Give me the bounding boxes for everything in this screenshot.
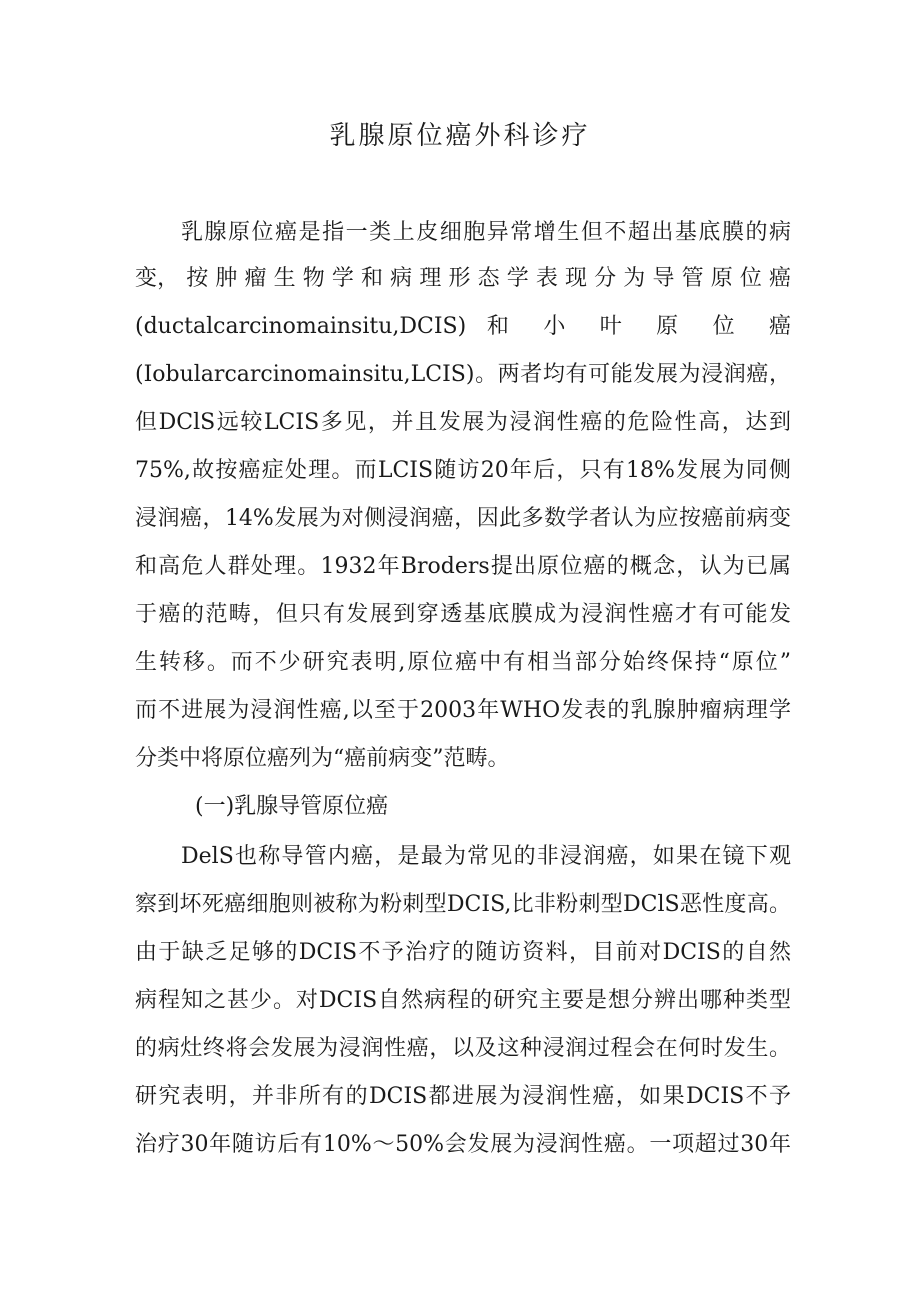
paragraph-line: 分类中将原位癌列为“癌前病变”范畴。 xyxy=(135,746,510,771)
section-heading: (一)乳腺导管原位癌 xyxy=(195,794,389,819)
paragraph-line: 和高危人群处理。1932年Broders提出原位癌的概念，认为已属 xyxy=(135,554,791,579)
paragraph-line: 但DClS远较LCIS多见，并且发展为浸润性癌的危险性高，达到 xyxy=(135,410,791,435)
page-title: 乳腺原位癌外科诊疗 xyxy=(329,121,591,151)
paragraph-line: 生转移。而不少研究表明,原位癌中有相当部分始终保持“原位” xyxy=(135,650,791,675)
paragraph-line: (ductalcarcinomainsitu,DCIS) 和 小 叶 原 位 癌 xyxy=(135,314,791,339)
paragraph-line: 75%,故按癌症处理。而LCIS随访20年后，只有18%发展为同侧 xyxy=(135,458,791,483)
paragraph-line: 而不进展为浸润性癌,以至于2003年WHO发表的乳腺肿瘤病理学 xyxy=(135,698,791,723)
paragraph-line: 由于缺乏足够的DCIS不予治疗的随访资料，目前对DCIS的自然 xyxy=(135,940,791,965)
paragraph-line: 研究表明，并非所有的DCIS都进展为浸润性癌，如果DCIS不予 xyxy=(135,1084,791,1109)
paragraph-line: (Iobularcarcinomainsitu,LCIS)。两者均有可能发展为浸润癌， xyxy=(135,362,791,387)
paragraph-line: 浸润癌，14%发展为对侧浸润癌，因此多数学者认为应按癌前病变 xyxy=(135,506,791,531)
paragraph-line: 治疗30年随访后有10%～50%会发展为浸润性癌。一项超过30年 xyxy=(135,1132,791,1157)
paragraph-line: DelS也称导管内癌，是最为常见的非浸润癌，如果在镜下观 xyxy=(181,844,791,869)
paragraph-line: 察到坏死癌细胞则被称为粉刺型DCIS,比非粉刺型DClS恶性度高。 xyxy=(135,892,791,917)
paragraph-line: 乳腺原位癌是指一类上皮细胞异常增生但不超出基底膜的病 xyxy=(181,220,791,245)
paragraph-line: 的病灶终将会发展为浸润性癌，以及这种浸润过程会在何时发生。 xyxy=(135,1036,791,1061)
paragraph-line: 变， 按 肿 瘤 生 物 学 和 病 理 形 态 学 表 现 分 为 导 管 原 位 癌 xyxy=(135,266,791,291)
paragraph-line: 病程知之甚少。对DCIS自然病程的研究主要是想分辨出哪种类型 xyxy=(135,988,791,1013)
paragraph-line: 于癌的范畴，但只有发展到穿透基底膜成为浸润性癌才有可能发 xyxy=(135,602,791,627)
